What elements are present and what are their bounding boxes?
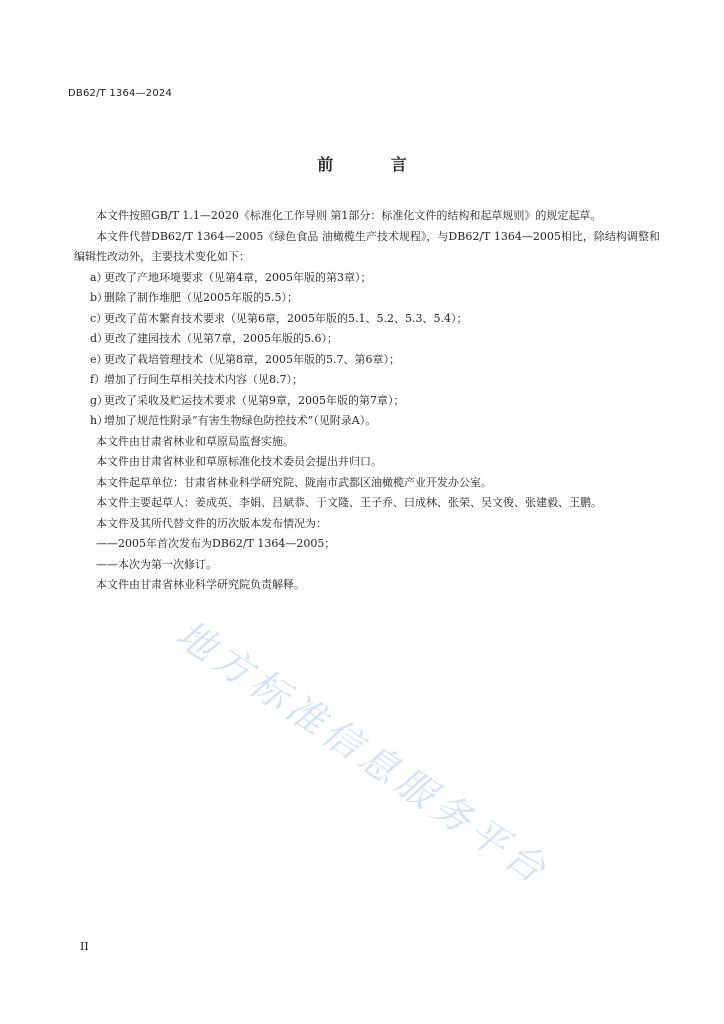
list-item bbox=[74, 391, 664, 412]
history-intro-paragraph: 本文件及其所代替文件的历次版本发布情况为： bbox=[96, 516, 327, 530]
foreword-body bbox=[74, 206, 664, 596]
list-item-text: 增加了规范性附录“有害生物绿色防控技术”（见附录A）。 bbox=[104, 414, 377, 427]
replacement-paragraph: 本文件代替DB62/T 1364—2005《绿色食品 油橄榄生产技术规程》，与DB62/T 1364—2005相比，除结构调整和编辑性改动外，主要技术变化如下： bbox=[74, 229, 660, 263]
list-item bbox=[74, 268, 664, 289]
list-item bbox=[74, 411, 664, 432]
supervision-paragraph: 本文件由甘肃省林业和草原局监督实施。 bbox=[96, 434, 294, 448]
list-item-text: 更改了采收及贮运技术要求（见第9章，2005年版的第7章）； bbox=[104, 393, 405, 407]
proposer-paragraph: 本文件由甘肃省林业和草原标准化技术委员会提出并归口。 bbox=[96, 455, 382, 468]
history-line: ——2005年首次发布为DB62/T 1364—2005； bbox=[96, 537, 336, 550]
list-item-label: e） bbox=[90, 352, 108, 366]
page-number: II bbox=[80, 940, 89, 953]
document-code: DB62/T 1364—2024 bbox=[68, 88, 173, 99]
list-item-label: g） bbox=[90, 393, 109, 407]
interpretation-paragraph: 本文件由甘肃省林业科学研究院负责解释。 bbox=[96, 578, 305, 591]
page-title: 前 言 bbox=[317, 155, 433, 174]
list-item-label: b） bbox=[90, 291, 109, 304]
change-list bbox=[74, 268, 664, 432]
list-item-text: 增加了行间生草相关技术内容（见8.7）； bbox=[104, 373, 303, 386]
list-item bbox=[74, 288, 664, 309]
list-item-label: d） bbox=[90, 332, 109, 345]
watermark: 地方标准信息服务平台 bbox=[168, 611, 558, 894]
list-item-text: 更改了建园技术（见第7章，2005年版的5.6）； bbox=[104, 332, 338, 345]
drafting-rule-paragraph: 本文件按照GB/T 1.1—2020《标准化工作导则 第1部分：标准化文件的结构和起草规则》的规定起草。 bbox=[96, 209, 602, 222]
history-line: ——本次为第一次修订。 bbox=[96, 557, 217, 571]
drafting-units-paragraph: 本文件起草单位：甘肃省林业科学研究院、陇南市武都区油橄榄产业开发办公室。 bbox=[96, 475, 492, 489]
list-item-label: a） bbox=[90, 270, 108, 284]
drafters-paragraph: 本文件主要起草人：姜成英、李娟、吕斌恭、于文隆、王子乔、曰成林、张荣、吴文俊、张建毅、王鹏。 bbox=[96, 496, 602, 509]
list-item-text: 删除了制作堆肥（见2005年版的5.5）； bbox=[104, 291, 298, 304]
list-item-text: 更改了苗木繁育技术要求（见第6章，2005年版的5.1、5.2、5.3、5.4）； bbox=[104, 311, 468, 325]
list-item bbox=[74, 350, 664, 371]
list-item bbox=[74, 329, 664, 350]
list-item bbox=[74, 370, 664, 391]
list-item-text: 更改了栽培管理技术（见第8章，2005年版的5.7、第6章）； bbox=[104, 352, 400, 366]
list-item-label: f） bbox=[90, 373, 106, 386]
list-item-label: c） bbox=[90, 311, 108, 325]
list-item bbox=[74, 309, 664, 330]
list-item-text: 更改了产地环境要求（见第4章，2005年版的第3章）； bbox=[104, 270, 372, 284]
list-item-label: h） bbox=[90, 414, 109, 427]
